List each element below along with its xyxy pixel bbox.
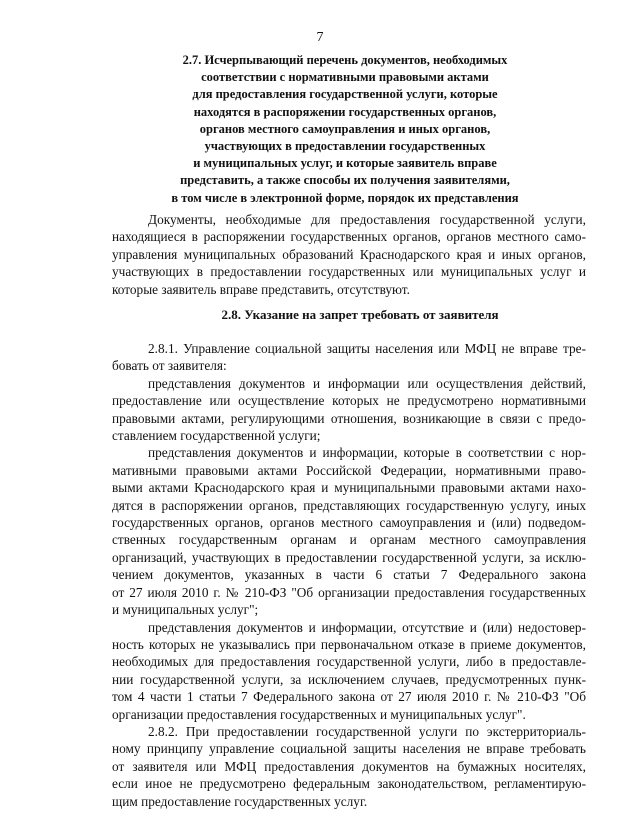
text-line: 2.8.1. Управление социальной защиты населения или МФЦ не вправе тре- xyxy=(148,341,586,356)
text-line: Документы, необходимые для предоставления государственной услуги, xyxy=(148,212,586,227)
section-2-8-body xyxy=(112,340,586,810)
heading-line: 2.7. Исчерпывающий перечень документов, необходимых xyxy=(182,53,508,67)
text-line: от 27 июля 2010 г. № 210-ФЗ "Об организации предоставления государственных xyxy=(112,584,586,600)
text-line: ственных государственным органам и органам местного самоуправления xyxy=(112,532,586,548)
section-2-7-paragraph xyxy=(112,211,586,298)
text-line: бовать от заявителя: xyxy=(112,358,227,374)
text-line: необходимых для предоставления государственной услуги, либо в предоставле- xyxy=(112,654,586,670)
text-line: выми актами Краснодарского края и муниципальными правовыми актами нахо- xyxy=(112,480,586,496)
text-line: ному принципу управление социальной защиты населения не вправе требовать xyxy=(112,741,586,757)
heading-line: в том числе в электронной форме, порядок их представления xyxy=(171,190,519,205)
text-line: предоставление или осуществление которых не предусмотрено нормативными xyxy=(112,393,586,409)
text-line: нии государственной услуги, за исключением случаев, предусмотренных пунк- xyxy=(112,671,586,687)
text-line: от заявителя или МФЦ предоставления документов на бумажных носителях, xyxy=(112,758,586,774)
text-line: представления документов и информации или осуществления действий, xyxy=(148,375,586,391)
text-line: дятся в распоряжении органов, представляющих государственную услугу, иных xyxy=(112,497,586,513)
text-line: ность которых не указывались при первоначальном отказе в приеме документов, xyxy=(112,636,586,652)
text-line: мативными правовыми актами Российской Федерации, нормативными право- xyxy=(112,462,586,478)
text-line: и муниципальных услуг"; xyxy=(112,602,259,618)
text-line: если иное не предусмотрено федеральным законодательством, регламентирую- xyxy=(112,776,586,792)
text-line: ставлением государственной услуги; xyxy=(112,428,321,444)
heading-line: находятся в распоряжении государственных органов, xyxy=(193,104,497,119)
text-line: правовыми актами, регулирующими отношения, возникающие в связи с предо- xyxy=(112,410,586,426)
section-2-7-heading xyxy=(110,52,580,207)
text-line: государственных органов, органов местного самоуправления и (или) подведом- xyxy=(112,515,586,531)
text-line: том 4 части 1 статьи 7 Федерального закона от 27 июля 2010 г. № 210-ФЗ "Об xyxy=(112,689,586,705)
text-line: участвующих в предоставлении государственных или муниципальных услуг и xyxy=(112,264,586,280)
text-line: чением документов, указанных в части 6 статьи 7 Федерального закона xyxy=(112,567,586,583)
heading-line: органов местного самоуправления и иных органов, xyxy=(199,121,491,136)
heading-line: участвующих в предоставлении государственных xyxy=(204,139,486,154)
text-line: представления документов и информации, которые в соответствии с нор- xyxy=(148,445,586,461)
text-line: которые заявитель вправе представить, отсутствуют. xyxy=(112,281,410,297)
text-line: находящиеся в распоряжении государственных органов, органов местного само- xyxy=(112,229,586,245)
text-line: организации предоставления государственных и муниципальных услуг". xyxy=(112,706,526,722)
text-line: щим предоставление государственных услуг. xyxy=(112,793,368,809)
text-line: управления муниципальных образований Краснодарского края и иных органов, xyxy=(112,246,586,262)
heading-line: и муниципальных услуг, и которые заявитель вправе xyxy=(193,156,497,171)
heading-line: соответствии с нормативными правовыми актами xyxy=(201,70,489,85)
text-line: 2.8.2. При предоставлении государственной услуги по экстерриториаль- xyxy=(148,723,586,739)
heading-line: представить, а также способы их получения заявителями, xyxy=(180,173,510,188)
heading-line: для предоставления государственной услуги, которые xyxy=(192,87,498,102)
text-line: организаций, участвующих в предоставлении государственной услуги, за исклю- xyxy=(112,549,586,565)
text-line: представления документов и информации, отсутствие и (или) недостовер- xyxy=(148,619,586,635)
page-number: 7 xyxy=(316,30,324,45)
section-2-8-heading: 2.8. Указание на запрет требовать от заявителя xyxy=(221,307,499,322)
